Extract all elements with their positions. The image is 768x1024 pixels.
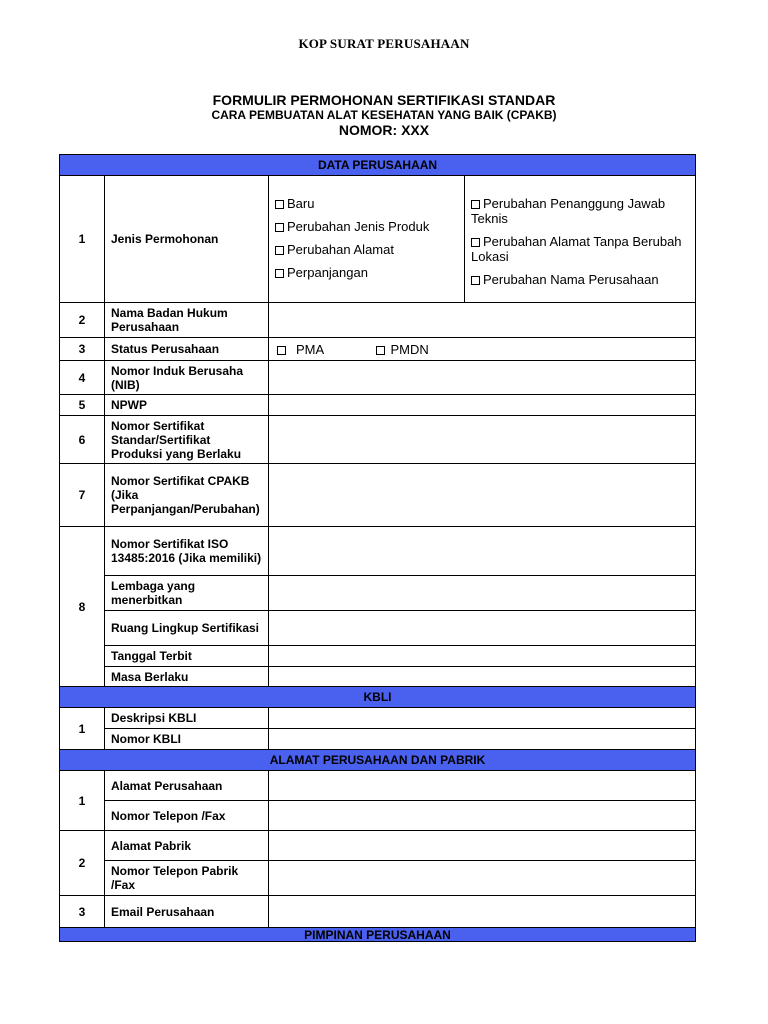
checkbox-icon[interactable] — [471, 276, 480, 285]
checkbox-perpanjangan[interactable] — [275, 265, 458, 280]
checkbox-perubahan-alamat-tanpa-lokasi[interactable] — [471, 234, 689, 264]
checkbox-label: Perubahan Penanggung Jawab Teknis — [471, 196, 666, 226]
row-number: 4 — [60, 361, 105, 395]
row-label: Deskripsi KBLI — [105, 708, 269, 729]
table-row — [60, 708, 696, 729]
application-form-table — [59, 154, 696, 942]
row-label: Email Perusahaan — [105, 896, 269, 928]
checkbox-perubahan-jenis-produk[interactable] — [275, 219, 458, 234]
input-telepon-pabrik[interactable] — [269, 861, 696, 896]
row-number: 8 — [60, 527, 105, 687]
row-number: 1 — [60, 176, 105, 303]
input-deskripsi-kbli[interactable] — [269, 708, 696, 729]
section-pimpinan: PIMPINAN PERUSAHAAN — [60, 928, 696, 942]
table-row — [60, 611, 696, 646]
checkbox-icon[interactable] — [275, 269, 284, 278]
checkbox-pma[interactable] — [277, 342, 324, 357]
checkbox-perubahan-alamat[interactable] — [275, 242, 458, 257]
row-number: 2 — [60, 303, 105, 338]
row-label: NPWP — [105, 395, 269, 416]
row-label: Nomor Telepon /Fax — [105, 801, 269, 831]
input-lembaga[interactable] — [269, 576, 696, 611]
section-header-row — [60, 155, 696, 176]
checkbox-label: Perubahan Jenis Produk — [287, 219, 430, 234]
row-label: Ruang Lingkup Sertifikasi — [105, 611, 269, 646]
table-row — [60, 395, 696, 416]
input-email-perusahaan[interactable] — [269, 896, 696, 928]
row-label: Tanggal Terbit — [105, 646, 269, 667]
table-row — [60, 729, 696, 750]
row-number: 3 — [60, 896, 105, 928]
jenis-options-right — [465, 176, 696, 303]
jenis-options-left — [269, 176, 465, 303]
section-kbli: KBLI — [60, 687, 696, 708]
checkbox-label: Baru — [287, 196, 315, 211]
table-row — [60, 771, 696, 801]
row-label: Nomor KBLI — [105, 729, 269, 750]
input-alamat-pabrik[interactable] — [269, 831, 696, 861]
table-row — [60, 416, 696, 464]
checkbox-perubahan-penanggung-jawab[interactable] — [471, 196, 689, 226]
table-row — [60, 801, 696, 831]
table-row — [60, 338, 696, 361]
checkbox-baru[interactable] — [275, 196, 458, 211]
letterhead-placeholder: KOP SURAT PERUSAHAAN — [298, 36, 470, 51]
input-ruang-lingkup[interactable] — [269, 611, 696, 646]
input-alamat-perusahaan[interactable] — [269, 771, 696, 801]
section-header-row — [60, 750, 696, 771]
form-titles — [0, 92, 768, 138]
row-number: 1 — [60, 708, 105, 750]
checkbox-label: PMA — [296, 341, 325, 357]
checkbox-icon[interactable] — [275, 246, 284, 255]
checkbox-label: Perubahan Alamat Tanpa Berubah Lokasi — [471, 234, 682, 264]
table-row — [60, 361, 696, 395]
checkbox-label: PMDN — [390, 341, 429, 357]
input-nomor-kbli[interactable] — [269, 729, 696, 750]
checkbox-pmdn[interactable] — [376, 342, 429, 357]
section-header-row — [60, 687, 696, 708]
row-label: Nomor Induk Berusaha (NIB) — [105, 361, 269, 395]
input-nama-badan-hukum[interactable] — [269, 303, 696, 338]
checkbox-perubahan-nama-perusahaan[interactable] — [471, 272, 689, 287]
table-row — [60, 464, 696, 527]
table-row — [60, 527, 696, 576]
table-row — [60, 861, 696, 896]
checkbox-icon[interactable] — [277, 346, 286, 355]
section-data-perusahaan: DATA PERUSAHAAN — [60, 155, 696, 176]
checkbox-icon[interactable] — [471, 200, 480, 209]
checkbox-icon[interactable] — [376, 346, 385, 355]
checkbox-label: Perubahan Alamat — [287, 242, 394, 257]
checkbox-icon[interactable] — [471, 238, 480, 247]
row-number: 6 — [60, 416, 105, 464]
table-row — [60, 831, 696, 861]
input-nomor-sertifikat-iso[interactable] — [269, 527, 696, 576]
row-label: Nomor Sertifikat Standar/Sertifikat Produksi yang Berlaku — [105, 416, 269, 464]
checkbox-label: Perubahan Nama Perusahaan — [483, 272, 659, 287]
section-header-row — [60, 928, 696, 942]
table-row — [60, 667, 696, 687]
row-label: Nomor Sertifikat CPAKB (Jika Perpanjangan/Perubahan) — [105, 464, 269, 527]
input-nomor-sertifikat-standar[interactable] — [269, 416, 696, 464]
row-number: 7 — [60, 464, 105, 527]
section-alamat: ALAMAT PERUSAHAAN DAN PABRIK — [60, 750, 696, 771]
checkbox-icon[interactable] — [275, 200, 284, 209]
row-label: Status Perusahaan — [105, 338, 269, 361]
table-row — [60, 576, 696, 611]
row-label: Alamat Pabrik — [105, 831, 269, 861]
status-options — [269, 338, 696, 361]
input-npwp[interactable] — [269, 395, 696, 416]
row-number: 5 — [60, 395, 105, 416]
input-nib[interactable] — [269, 361, 696, 395]
table-row — [60, 896, 696, 928]
row-label: Nomor Sertifikat ISO 13485:2016 (Jika memiliki) — [105, 527, 269, 576]
row-number: 1 — [60, 771, 105, 831]
table-row — [60, 303, 696, 338]
input-nomor-sertifikat-cpakb[interactable] — [269, 464, 696, 527]
form-title: FORMULIR PERMOHONAN SERTIFIKASI STANDAR — [212, 92, 556, 108]
table-row — [60, 176, 696, 303]
row-label: Nomor Telepon Pabrik /Fax — [105, 861, 269, 896]
input-tanggal-terbit[interactable] — [269, 646, 696, 667]
row-label: Jenis Permohonan — [105, 176, 269, 303]
row-label: Lembaga yang menerbitkan — [105, 576, 269, 611]
row-label: Alamat Perusahaan — [105, 771, 269, 801]
table-row — [60, 646, 696, 667]
checkbox-icon[interactable] — [275, 223, 284, 232]
input-masa-berlaku[interactable] — [269, 667, 696, 687]
input-telepon-perusahaan[interactable] — [269, 801, 696, 831]
row-label: Masa Berlaku — [105, 667, 269, 687]
checkbox-label: Perpanjangan — [287, 265, 368, 280]
row-label: Nama Badan Hukum Perusahaan — [105, 303, 269, 338]
form-number: NOMOR: XXX — [338, 122, 430, 138]
row-number: 2 — [60, 831, 105, 896]
row-number: 3 — [60, 338, 105, 361]
form-subtitle: CARA PEMBUATAN ALAT KESEHATAN YANG BAIK (CPAKB) — [211, 108, 557, 122]
